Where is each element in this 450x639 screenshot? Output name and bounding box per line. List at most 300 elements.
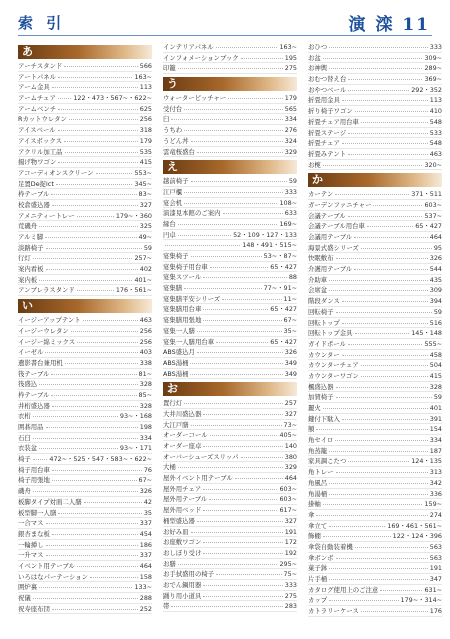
leader-dots xyxy=(361,248,432,249)
leader-dots xyxy=(235,478,283,479)
entry-page: 329 xyxy=(284,463,297,472)
index-entry xyxy=(163,430,297,441)
header-divider xyxy=(18,35,432,36)
entry-page: 328 xyxy=(139,380,152,389)
entry-term: おでん鍋用器 xyxy=(163,580,202,589)
entry-page: 73~ xyxy=(283,420,297,429)
entry-term: お椀 xyxy=(308,160,321,169)
entry-page: 415 xyxy=(429,371,442,380)
entry-page: 603~ xyxy=(279,495,297,504)
index-entry xyxy=(308,542,442,553)
entry-page: 342 xyxy=(429,478,442,487)
entry-term: アクリル加工品 xyxy=(18,147,63,156)
leader-dots xyxy=(329,68,422,69)
index-entry xyxy=(18,433,152,444)
entry-term: Rカットウレタン xyxy=(18,115,67,124)
leader-dots xyxy=(203,489,277,490)
leader-dots xyxy=(51,194,136,195)
index-entry xyxy=(308,424,442,435)
index-entry xyxy=(18,125,152,136)
entry-term: 折畳用金具 xyxy=(308,96,340,105)
index-entry xyxy=(163,176,297,187)
index-entry xyxy=(163,548,297,559)
leader-dots xyxy=(197,331,282,332)
entry-page: 464 xyxy=(429,233,442,241)
index-entry xyxy=(308,499,442,510)
entry-term: カウンターチェア xyxy=(308,361,359,370)
entry-term: 介助車 xyxy=(308,275,328,284)
entry-term: カップ xyxy=(308,596,328,605)
leader-dots xyxy=(77,342,138,343)
index-entry xyxy=(18,508,152,519)
entry-page: 59 xyxy=(433,307,442,316)
leader-dots xyxy=(39,587,132,588)
entry-term: 囲炉裏 xyxy=(18,583,38,592)
index-entry xyxy=(308,553,442,564)
entry-page: 159~ xyxy=(424,500,442,509)
entry-page: 256 xyxy=(139,337,152,346)
entry-term: ABS湯桶 xyxy=(163,369,189,378)
entry-page: 334 xyxy=(429,436,442,445)
index-entry xyxy=(163,240,297,251)
entry-page: 327 xyxy=(284,409,297,418)
entry-term: 印籠 xyxy=(163,64,176,73)
leader-dots xyxy=(203,309,268,310)
leader-dots xyxy=(33,258,133,259)
entry-term: カウンター xyxy=(308,350,340,359)
index-entry xyxy=(163,198,297,209)
index-entry xyxy=(18,443,152,454)
index-entry xyxy=(308,128,442,139)
index-entry xyxy=(18,168,152,179)
entry-term: ABS盛込月 xyxy=(163,348,195,357)
entry-term: お神輿 xyxy=(308,64,328,73)
entry-page: 192 xyxy=(284,548,297,557)
entry-page: 145・148 xyxy=(411,329,442,338)
index-entry xyxy=(18,157,152,168)
index-entry xyxy=(308,360,442,371)
leader-dots xyxy=(361,611,428,612)
entry-page: 42 xyxy=(143,497,152,506)
index-entry xyxy=(308,74,442,85)
entry-page: 617~ xyxy=(279,506,297,515)
leader-dots xyxy=(203,446,282,447)
entry-term: 傘 xyxy=(308,510,315,519)
leader-dots xyxy=(178,467,283,468)
entry-term: アートパネル xyxy=(18,72,57,81)
entry-page: 371・511 xyxy=(411,190,442,199)
entry-page: 333 xyxy=(284,187,297,196)
entry-term: 宴集椅子 xyxy=(163,252,189,260)
index-entry xyxy=(308,574,442,585)
leader-dots xyxy=(52,406,138,407)
leader-dots xyxy=(241,457,283,458)
entry-term: ガイドポール xyxy=(308,339,347,348)
leader-dots xyxy=(33,598,138,599)
leader-dots xyxy=(348,79,422,80)
leader-dots xyxy=(316,515,427,516)
index-entry xyxy=(18,232,152,243)
index-entry xyxy=(18,147,152,158)
index-entry xyxy=(308,138,442,149)
entry-page: 276 xyxy=(284,126,297,135)
entry-term: 宴集膳用張地 xyxy=(163,316,202,325)
leader-dots xyxy=(342,355,428,356)
leader-dots xyxy=(52,534,138,535)
entry-page: 625 xyxy=(139,104,152,113)
entry-term: 枠テーブル xyxy=(18,190,50,199)
leader-dots xyxy=(329,494,428,495)
entry-page: 75~ xyxy=(283,570,297,579)
index-entry xyxy=(308,414,442,425)
entry-page: 325 xyxy=(139,222,152,231)
entry-page: 113 xyxy=(429,96,442,105)
leader-dots xyxy=(46,545,138,546)
leader-dots xyxy=(203,585,283,586)
index-entry xyxy=(18,572,152,583)
entry-page: 140 xyxy=(284,442,297,450)
index-entry xyxy=(308,478,442,489)
index-entry xyxy=(18,422,152,433)
index-entry xyxy=(163,462,297,473)
leader-dots xyxy=(65,363,138,364)
index-entry xyxy=(163,473,297,484)
entry-term: いろはなパーテーション xyxy=(18,572,89,581)
leader-dots xyxy=(64,141,138,142)
entry-term: 臼 xyxy=(163,115,170,124)
leader-dots xyxy=(336,258,428,259)
entry-term: 会議テーブル用台車 xyxy=(308,222,365,231)
leader-dots xyxy=(329,600,398,601)
entry-page: 458 xyxy=(429,350,442,359)
leader-dots xyxy=(65,152,138,153)
index-entry xyxy=(18,337,152,348)
entry-page: 35~ xyxy=(283,326,297,335)
index-entry xyxy=(163,104,297,115)
index-entry xyxy=(163,516,297,527)
index-entry xyxy=(163,294,297,305)
leader-dots xyxy=(77,290,114,291)
leader-dots xyxy=(51,395,136,396)
entry-term: 椅子用台車 xyxy=(18,465,50,474)
entry-term: インフォメーションブック xyxy=(163,53,239,62)
entry-term: 海景式盛シリーズ xyxy=(308,243,359,252)
entry-page: 324 xyxy=(284,136,297,145)
leader-dots xyxy=(69,119,138,120)
index-entry xyxy=(308,307,442,318)
index-column-2 xyxy=(163,42,297,612)
leader-dots xyxy=(216,47,278,48)
leader-dots xyxy=(342,143,428,144)
entry-term: おひつ xyxy=(308,43,328,51)
entry-page: 504 xyxy=(429,361,442,370)
entry-page: 154 xyxy=(429,425,442,434)
entry-page: 52・109・127・133 xyxy=(233,230,297,239)
leader-dots xyxy=(222,299,281,300)
leader-dots xyxy=(329,526,385,527)
leader-dots xyxy=(45,237,136,238)
entry-term: 置行灯 xyxy=(163,399,183,408)
entry-term: 踊り用小道具 xyxy=(163,591,202,600)
index-entry xyxy=(18,189,152,200)
index-entry xyxy=(18,475,152,486)
entry-term: 会議テーブル xyxy=(308,211,346,220)
section-header: い xyxy=(18,299,152,313)
leader-dots xyxy=(33,491,138,492)
entry-page: 81~ xyxy=(138,369,152,378)
entry-page: 327 xyxy=(284,516,297,525)
entry-page: 544 xyxy=(429,265,442,274)
leader-dots xyxy=(45,352,137,353)
entry-page: 405~ xyxy=(279,431,297,440)
entry-term: 楓盛込器 xyxy=(308,382,334,391)
entry-page: 309~ xyxy=(424,53,442,62)
entry-page: 369~ xyxy=(424,75,442,84)
index-entry xyxy=(308,53,442,64)
entry-page: 108~ xyxy=(279,198,297,207)
entry-term: 宴集膳 xyxy=(163,284,183,293)
leader-dots xyxy=(52,205,138,206)
entry-page: 565 xyxy=(284,104,297,113)
entry-page: 516 xyxy=(429,318,442,327)
entry-term: イージー綿ミックス xyxy=(18,337,76,346)
entry-page: 326 xyxy=(284,348,297,357)
entry-term: オーダー座卓 xyxy=(163,442,202,450)
leader-dots xyxy=(197,521,283,522)
entry-page: 67~ xyxy=(138,476,152,485)
entry-page: 179~・360 xyxy=(115,211,152,220)
index-entry xyxy=(308,264,442,275)
entry-page: 59 xyxy=(288,177,297,186)
index-entry xyxy=(163,347,297,358)
leader-dots xyxy=(335,194,409,195)
entry-term: カウンターワゴン xyxy=(308,371,359,380)
index-entry xyxy=(163,369,297,380)
index-entry xyxy=(18,497,152,508)
leader-dots xyxy=(355,111,428,112)
index-entry xyxy=(163,409,297,420)
leader-dots xyxy=(83,320,138,321)
index-entry xyxy=(18,243,152,254)
entry-term: 回転椅子 xyxy=(308,307,334,316)
leader-dots xyxy=(203,553,282,554)
index-entry xyxy=(163,304,297,315)
entry-term: ウォーターピッチャー xyxy=(163,94,227,103)
entry-page: 275 xyxy=(284,591,297,600)
entry-term: 宴会机 xyxy=(163,198,183,207)
entry-page: 113 xyxy=(139,83,152,92)
entry-page: 67~ xyxy=(283,316,297,325)
index-entry xyxy=(163,230,297,241)
entry-page: 65・427 xyxy=(415,222,442,231)
index-entry xyxy=(18,200,152,211)
index-entry xyxy=(163,559,297,570)
entry-term: 椅子用張地 xyxy=(18,476,50,485)
leader-dots xyxy=(203,596,282,597)
entry-page: 327 xyxy=(139,200,152,209)
leader-dots xyxy=(33,438,138,439)
entry-page: 195 xyxy=(284,53,297,62)
index-entry xyxy=(308,275,442,286)
index-entry xyxy=(18,593,152,604)
leader-dots xyxy=(46,555,138,556)
leader-dots xyxy=(329,47,428,48)
index-entry xyxy=(18,347,152,358)
leader-dots xyxy=(178,68,283,69)
index-entry xyxy=(163,494,297,505)
index-entry xyxy=(163,505,297,516)
leader-dots xyxy=(46,269,138,270)
entry-term: 校倉盛込器 xyxy=(18,200,50,209)
index-entry xyxy=(163,136,297,147)
entry-term: 麗火 xyxy=(308,404,321,412)
entry-term: イベント用テーブル xyxy=(18,561,75,570)
entry-term: 一合マス xyxy=(18,519,44,528)
entry-term: 揚げ物ワゴン xyxy=(18,158,57,167)
leader-dots xyxy=(380,590,422,591)
leader-dots xyxy=(203,542,282,543)
index-entry xyxy=(308,85,442,96)
leader-dots xyxy=(348,344,422,345)
entry-page: 563 xyxy=(429,553,442,562)
leader-dots xyxy=(336,558,428,559)
entry-term: 一輪挿し xyxy=(18,540,44,549)
index-entry xyxy=(163,125,297,136)
leader-dots xyxy=(335,440,427,441)
index-entry xyxy=(18,221,152,232)
index-entry xyxy=(163,420,297,431)
entry-term: 枠テーブル xyxy=(18,390,50,399)
leader-dots xyxy=(373,205,422,206)
index-entry xyxy=(308,42,442,53)
entry-term: 筏テーブル xyxy=(18,369,50,378)
entry-page: 77~・91~ xyxy=(263,284,297,293)
entry-term: 傘立て xyxy=(308,521,328,530)
leader-dots xyxy=(354,237,428,238)
leader-dots xyxy=(77,566,138,567)
entry-page: 548 xyxy=(429,139,442,148)
leader-dots xyxy=(361,365,428,366)
entry-page: 163~ xyxy=(279,43,297,51)
entry-page: 333 xyxy=(429,43,442,51)
index-entry xyxy=(18,454,152,465)
leader-dots xyxy=(58,109,138,110)
entry-page: 337 xyxy=(139,519,152,528)
leader-dots xyxy=(51,374,136,375)
entry-page: 394 xyxy=(429,297,442,306)
index-entry xyxy=(308,595,442,606)
entry-term: 一升マス xyxy=(18,551,44,560)
entry-term: アンブレラスタンド xyxy=(18,286,75,295)
leader-dots xyxy=(329,451,428,452)
entry-term: 囲碁用品 xyxy=(18,423,44,431)
entry-term: 筏盛込 xyxy=(18,380,38,389)
index-entry xyxy=(18,136,152,147)
leader-dots xyxy=(329,290,428,291)
entry-page: 347 xyxy=(429,575,442,583)
index-entry xyxy=(18,369,152,380)
index-entry xyxy=(163,187,297,198)
entry-page: 191 xyxy=(429,564,442,573)
leader-dots xyxy=(329,579,428,580)
index-header xyxy=(0,0,450,40)
entry-page: 328 xyxy=(429,382,442,391)
entry-page: 454 xyxy=(139,529,152,538)
index-entry xyxy=(18,390,152,401)
index-entry xyxy=(18,379,152,390)
leader-dots xyxy=(58,98,71,99)
entry-term: おしぼり受け xyxy=(163,548,202,557)
entry-page: 289~ xyxy=(424,64,442,73)
entry-term: 足置De捉ict xyxy=(18,179,54,188)
index-entry xyxy=(18,326,152,337)
entry-page: 410 xyxy=(429,107,442,116)
entry-page: 403 xyxy=(139,348,152,357)
leader-dots xyxy=(39,280,132,281)
leader-dots xyxy=(323,408,428,409)
leader-dots xyxy=(223,213,283,214)
leader-dots xyxy=(58,77,132,78)
index-entry xyxy=(18,72,152,83)
entry-page: 345~ xyxy=(134,179,152,188)
leader-dots xyxy=(210,435,278,436)
index-entry xyxy=(18,411,152,422)
leader-dots xyxy=(39,384,138,385)
entry-term: お好み皿 xyxy=(163,527,189,536)
entry-page: 328 xyxy=(139,401,152,410)
index-entry xyxy=(163,53,297,64)
entry-page: 169・461・561~ xyxy=(387,521,442,530)
entry-page: 563 xyxy=(429,542,442,551)
leader-dots xyxy=(209,499,277,500)
index-entry xyxy=(163,272,297,283)
leader-dots xyxy=(184,192,283,193)
entry-page: 633 xyxy=(284,209,297,218)
entry-page: 187 xyxy=(429,446,442,455)
leader-dots xyxy=(46,523,138,524)
leader-dots xyxy=(348,90,409,91)
index-entry xyxy=(18,114,152,125)
leader-dots xyxy=(197,152,283,153)
entry-term: 折畳チェア用台車 xyxy=(308,117,359,126)
leader-dots xyxy=(71,331,138,332)
index-entry xyxy=(308,318,442,329)
entry-term: 宴集一人膳 xyxy=(163,326,195,335)
entry-page: 401~ xyxy=(134,275,152,284)
leader-dots xyxy=(361,122,428,123)
entry-page: 11~ xyxy=(283,294,297,303)
entry-term: 銀杏まな板 xyxy=(18,529,50,538)
leader-dots xyxy=(184,130,283,131)
index-entry xyxy=(18,179,152,190)
index-entry xyxy=(18,540,152,551)
entry-page: 464 xyxy=(139,561,152,570)
entry-term: 折畳チェア xyxy=(308,139,340,148)
entry-term: 越前椅子 xyxy=(163,177,189,186)
entry-term: イーゼル xyxy=(18,348,44,357)
index-entry xyxy=(308,211,442,222)
entry-term: 衣桁 xyxy=(18,412,31,421)
leader-dots xyxy=(178,564,278,565)
leader-dots xyxy=(52,470,142,471)
leader-dots xyxy=(210,267,269,268)
leader-dots xyxy=(203,510,277,511)
index-entry xyxy=(308,243,442,254)
entry-page: 133~ xyxy=(134,583,152,592)
entry-term: 額 xyxy=(308,425,315,434)
index-entry xyxy=(163,283,297,294)
entry-term: 折畳ステージ xyxy=(308,128,347,137)
